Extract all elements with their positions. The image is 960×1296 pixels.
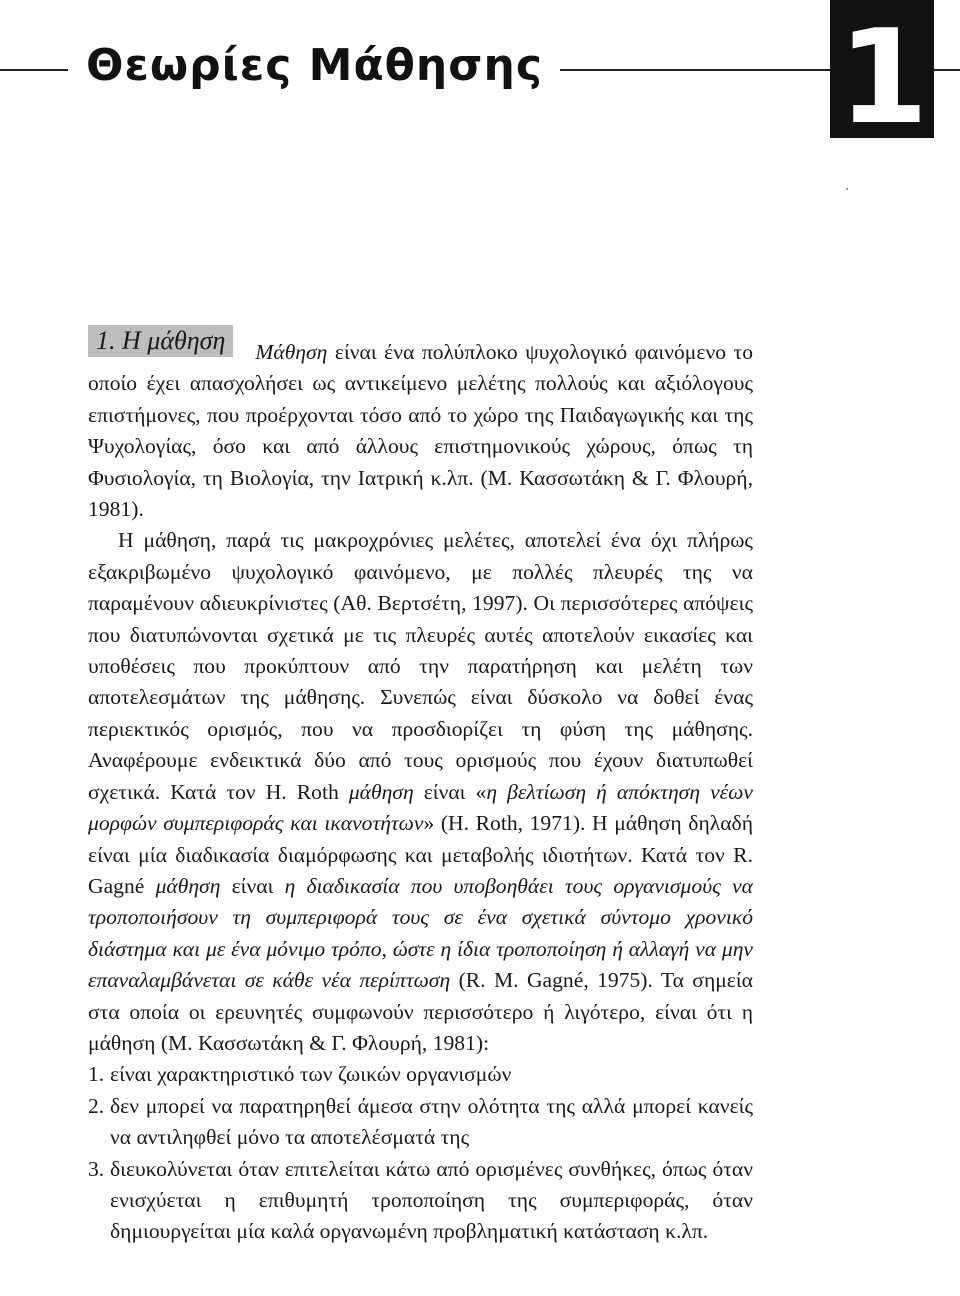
term-mathisi: Μάθηση (255, 340, 328, 364)
list-item-text: διευκολύνεται όταν επιτελείται κάτω από ορισμένες συνθήκες, όπως όταν ενισχύεται η επιθυμητή τροποποίηση της συμπεριφοράς, όταν δημιουργείται μία καλά οργανωμένη προβληματική κατάσταση κ.λπ. (110, 1156, 753, 1244)
paragraph-2 (88, 525, 753, 1059)
roth-definition: η βελτίωση ή απόκτηση νέων μορφών συμπεριφοράς και ικανοτήτων (88, 779, 754, 836)
list-item (88, 1059, 753, 1090)
agreement-list (88, 1059, 753, 1247)
paragraph-2-text-d: είναι (220, 873, 285, 898)
paragraph-2-text-b: είναι « (413, 779, 487, 804)
list-item-number: 3. (88, 1156, 105, 1181)
term-gagne: μάθηση (155, 873, 221, 898)
list-item-number: 2. (88, 1093, 105, 1118)
chapter-number-tab (830, 0, 934, 138)
page-body (88, 325, 753, 1248)
paragraph-2-text-e: (R. M. Gagné, 1975). Τα σημεία στα οποία οι ερευνητές συμφωνούν περισσότερο ή λιγότερο, είναι ότι η μάθηση (Μ. Κασσωτάκη & Γ. Φλουρή, 1981): (88, 968, 754, 1055)
paragraph-2-text-a: Η μάθηση, παρά τις μακροχρόνιες μελέτες, αποτελεί ένα όχι πλήρως εξακριβωμένο ψυχολογικό φαινόμενο, με πολλές πλευρές της να παραμένουν αδιευκρίνιστες (Αθ. Βερτσέτη, 1997). Οι περισσότερες απόψεις που διατυπώνονται σχετικά με τις πλευρές αυτές αποτελούν εικασίες και υποθέσεις που προκύπτουν από την παρατήρηση και μελέτη των αποτελεσμάτων της μάθησης. Συνεπώς είναι δύσκολο να δοθεί ένας περιεκτικός ορισμός, που να προσδιορίζει τη φύση της μάθησης. Αναφέρουμε ενδεικτικά δύο από τους ορισμούς που έχουν διατυπωθεί σχετικά. Κατά τον Η. Roth (88, 528, 753, 804)
chapter-title: Θεωρίες Μάθησης (86, 40, 543, 91)
list-item-text: είναι χαρακτηριστικό των ζωικών οργανισμών (110, 1062, 512, 1087)
header-rule-left (0, 69, 68, 71)
paragraph-1 (88, 325, 753, 525)
list-item-number: 1. (88, 1062, 105, 1087)
list-item-text: δεν μπορεί να παρατηρηθεί άμεσα στην ολότητα της αλλά μπορεί κανείς να αντιληφθεί μόνο τα αποτελέσματά της (110, 1093, 753, 1150)
section-heading: 1. Η μάθηση (88, 325, 233, 357)
paragraph-1-text: είναι ένα πολύπλοκο ψυχολογικό φαινόμενο το οποίο έχει απασχολήσει ως αντικείμενο μελέτης πολλούς και αξιόλογους επιστήμονες, που προέρχονται τόσο από το χώρο της Παιδαγωγικής και της Ψυχολογίας, όσο και από άλλους επιστημονικούς χώρους, όπως τη Φυσιολογία, τη Βιολογία, την Ιατρική κ.λπ. (Μ. Κασσωτάκη & Γ. Φλουρή, 1981). (88, 340, 753, 522)
scan-speck (846, 188, 848, 190)
paragraph-2-text-c: » (Η. Roth, 1971). Η μάθηση δηλαδή είναι μία διαδικασία διαμόρφωσης και μεταβολής ιδιοτήτων. Κατά τον R. Gagné (88, 811, 753, 898)
list-item (88, 1154, 753, 1248)
list-item (88, 1091, 753, 1154)
term-roth: μάθηση (348, 779, 414, 804)
gagne-definition: η διαδικασία που υποβοηθάει τους οργανισμούς να τροποποιήσουν τη συμπεριφορά τους σε ένα σχετικά σύντομο χρονικό διάστημα και με ένα μόνιμο τρόπο, ώστε η ίδια τροποποίηση ή αλλαγή να μην επαναλαμβάνεται σε κάθε νέα περίπτωση (88, 873, 753, 993)
chapter-number: 1 (838, 1, 929, 138)
